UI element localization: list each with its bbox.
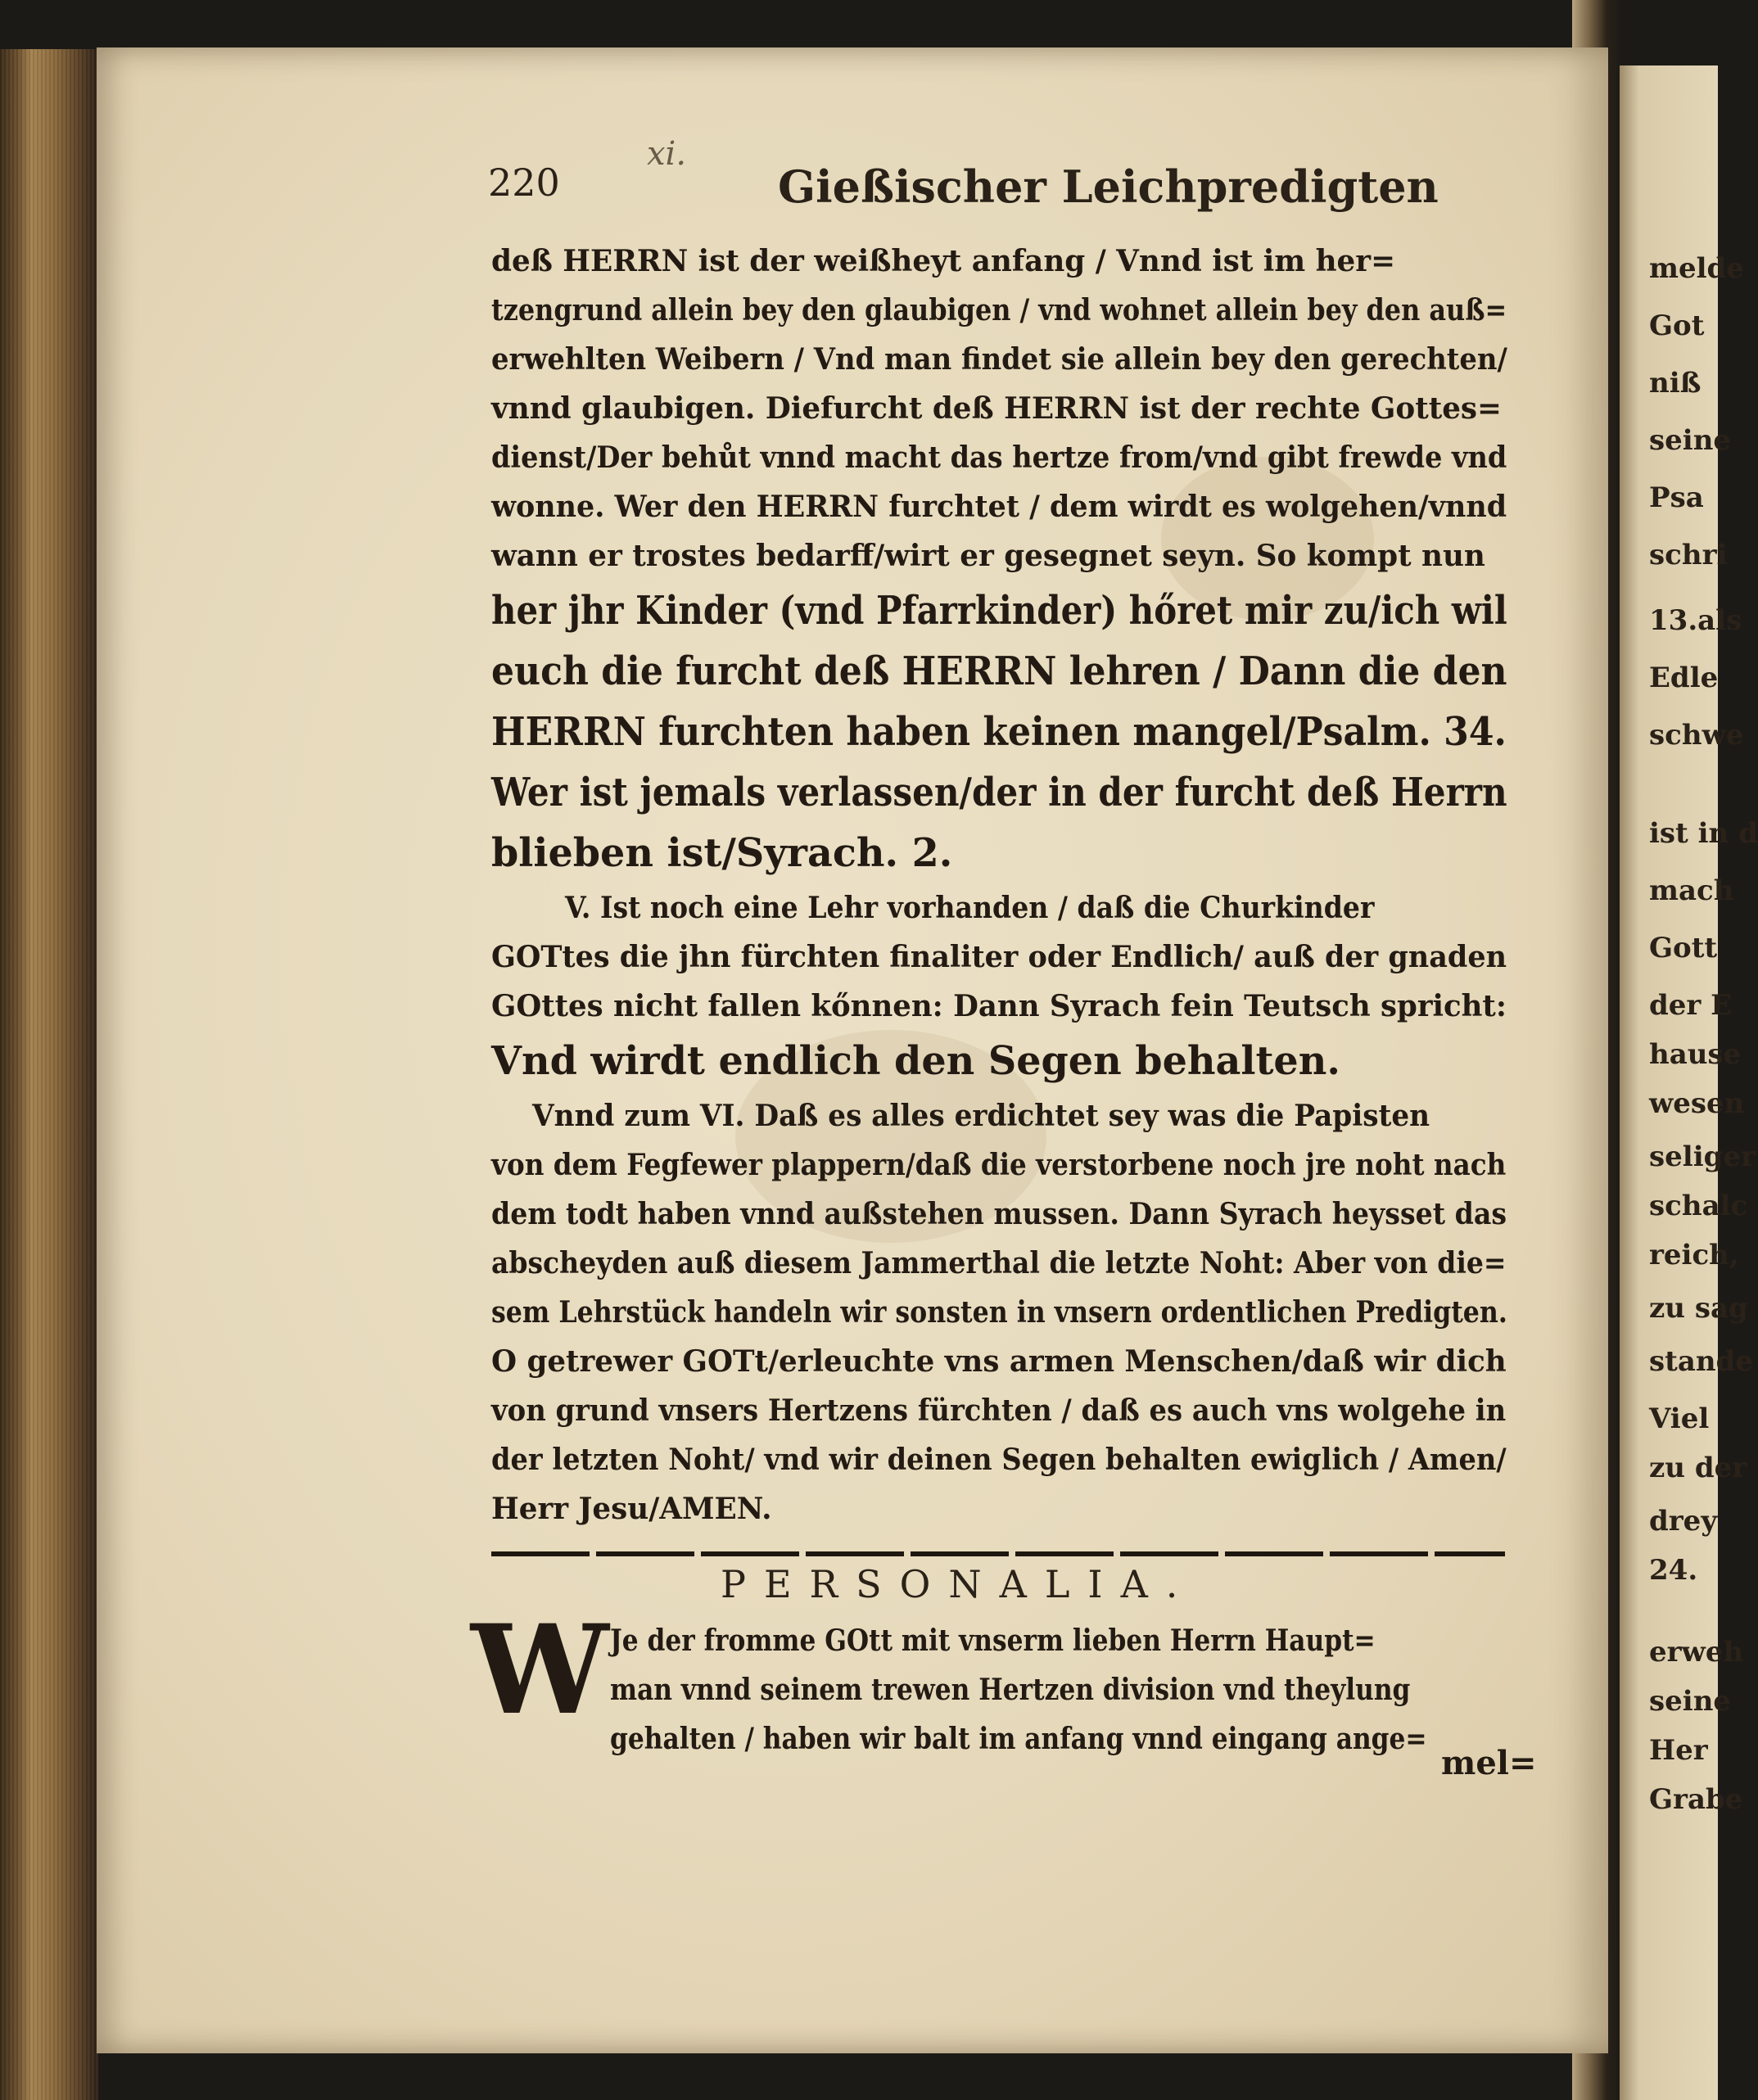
facing-text-line: schwe — [1649, 719, 1744, 752]
facing-text-line: Got — [1649, 309, 1705, 342]
facing-text-line: Psa — [1649, 481, 1704, 514]
page-number: 220 — [488, 160, 560, 205]
text-line: GOttes nicht fallen kőnnen: Dann Syrach fein Teutsch spricht: — [491, 989, 1507, 1023]
text-line: wonne. Wer den HERRN furchtet / dem wirdt es wolgehen/vnnd — [491, 490, 1507, 524]
text-line: Vnnd zum VI. Daß es alles erdichtet sey was die Papisten — [532, 1099, 1430, 1133]
text-line: Vnd wirdt endlich den Segen behalten. — [491, 1038, 1340, 1084]
text-line: blieben ist/Syrach. 2. — [491, 830, 953, 876]
text-line: Herr Jesu/AMEN. — [491, 1492, 772, 1526]
text-line: Wer ist jemals verlassen/der in der furcht deß Herrn — [491, 770, 1507, 815]
facing-text-line: seine — [1649, 1685, 1732, 1718]
section-divider — [491, 1551, 1505, 1556]
text-line: gehalten / haben wir balt im anfang vnnd eingang ange= — [610, 1722, 1427, 1756]
catchword: mel= — [1441, 1744, 1537, 1782]
text-line: dem todt haben vnnd außstehen mussen. Dann Syrach heysset das — [491, 1197, 1507, 1231]
running-head: Gießischer Leichpredigten — [778, 160, 1439, 213]
text-line: V. Ist noch eine Lehr vorhanden / daß die Churkinder — [565, 891, 1375, 925]
margin-note: xi. — [647, 135, 687, 173]
facing-text-line: wesen — [1649, 1087, 1745, 1120]
text-line: abscheyden auß diesem Jammerthal die letzte Noht: Aber von die= — [491, 1246, 1507, 1280]
facing-text-line: ist in d — [1649, 817, 1758, 850]
text-line: von grund vnsers Hertzens fürchten / daß es auch vns wolgehe in — [491, 1393, 1507, 1428]
text-line: tzengrund allein bey den glaubigen / vnd wohnet allein bey den auß= — [491, 293, 1507, 327]
facing-text-line: niß — [1649, 367, 1702, 400]
text-line: erwehlten Weibern / Vnd man findet sie allein bey den gerechten/ — [491, 342, 1507, 377]
facing-text-line: Grabe — [1649, 1783, 1743, 1816]
facing-text-line: Her — [1649, 1734, 1708, 1767]
facing-text-line: mach — [1649, 874, 1734, 907]
facing-text-line: 24. — [1649, 1554, 1698, 1587]
text-line: deß HERRN ist der weißheyt anfang / Vnnd ist im her= — [491, 244, 1396, 278]
text-line: Je der fromme GOtt mit vnserm lieben Herrn Haupt= — [610, 1624, 1376, 1658]
facing-text-line: Edle — [1649, 662, 1719, 694]
text-line: GOTtes die jhn fürchten finaliter oder Endlich/ auß der gnaden — [491, 940, 1507, 974]
facing-text-line: hause — [1649, 1038, 1742, 1071]
facing-text-line: zu sag — [1649, 1292, 1748, 1325]
facing-text-line: seine — [1649, 424, 1732, 457]
facing-text-line: erweh — [1649, 1636, 1744, 1669]
text-line: sem Lehrstück handeln wir sonsten in vnsern ordentlichen Predigten. — [491, 1295, 1507, 1330]
text-line: dienst/Der behůt vnnd macht das hertze from/vnd gibt frewde vnd — [491, 440, 1507, 475]
text-line: O getrewer GOTt/erleuchte vns armen Menschen/daß wir dich — [491, 1344, 1507, 1379]
facing-text-line: 13.als — [1649, 604, 1742, 637]
text-line: euch die furcht deß HERRN lehren / Dann die den — [491, 648, 1507, 694]
text-line: wann er trostes bedarff/wirt er gesegnet seyn. So kompt nun — [491, 539, 1485, 573]
facing-text-line: Gott — [1649, 932, 1718, 964]
text-line: her jhr Kinder (vnd Pfarrkinder) hőret mir zu/ich wil — [491, 588, 1507, 634]
text-line: HERRN furchten haben keinen mangel/Psalm. 34. — [491, 709, 1507, 755]
book-edge — [0, 49, 98, 2100]
facing-text-line: reich, — [1649, 1239, 1739, 1271]
text-line: von dem Fegfewer plappern/daß die verstorbene noch jre noht nach — [491, 1148, 1507, 1182]
text-line: man vnnd seinem trewen Hertzen division vnd theylung — [610, 1673, 1411, 1707]
facing-text-line: drey — [1649, 1505, 1718, 1538]
text-line: der letzten Noht/ vnd wir deinen Segen behalten ewiglich / Amen/ — [491, 1443, 1507, 1477]
facing-text-line: Viel — [1649, 1402, 1710, 1435]
facing-text-line: melde — [1649, 252, 1744, 285]
facing-text-line: zu der — [1649, 1452, 1747, 1484]
facing-text-line: seliger — [1649, 1140, 1756, 1173]
facing-text-line: stande — [1649, 1345, 1754, 1378]
facing-text-line: der E — [1649, 989, 1733, 1022]
section-heading: PERSONALIA. — [721, 1562, 1196, 1606]
facing-text-line: schalc — [1649, 1190, 1748, 1222]
decorated-initial: W — [471, 1598, 609, 1742]
facing-text-line: schri — [1649, 539, 1728, 571]
text-line: vnnd glaubigen. Diefurcht deß HERRN ist der rechte Gottes= — [491, 391, 1502, 426]
